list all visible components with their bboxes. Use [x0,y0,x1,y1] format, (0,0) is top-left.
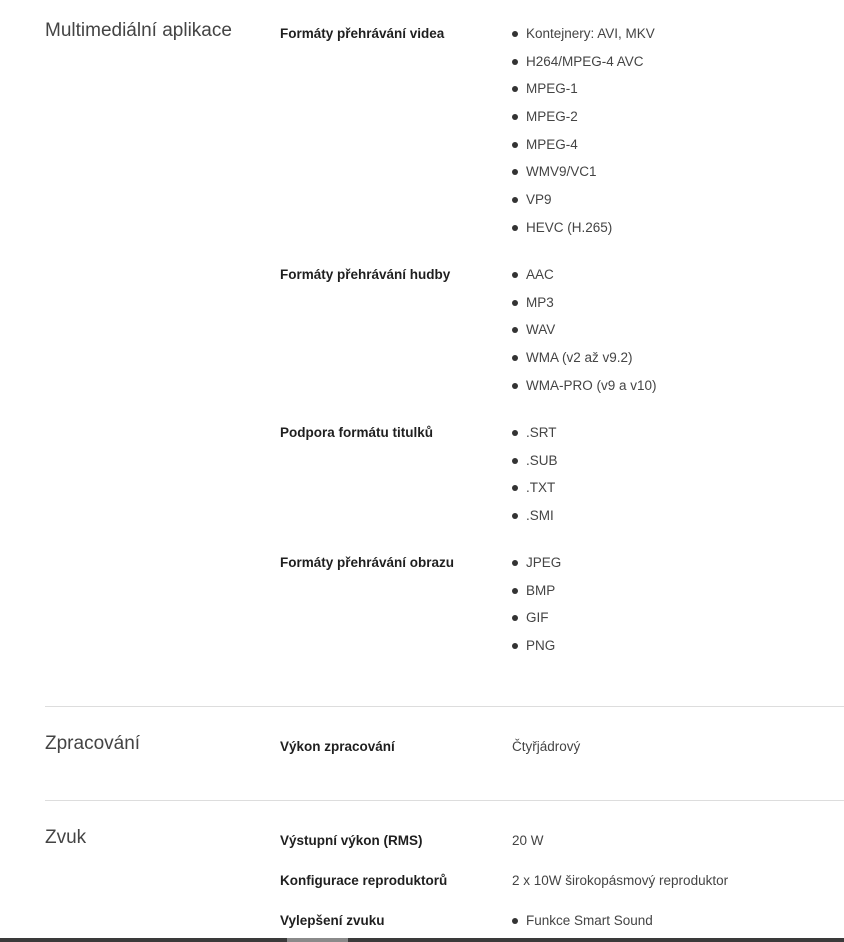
list-item: MPEG-1 [512,80,655,108]
scrollbar-thumb[interactable] [287,938,348,942]
bullet-icon [512,31,518,37]
list-item: GIF [512,609,561,637]
sound-enhancement-list [512,912,653,940]
section-title-processing: Zpracování [45,733,141,754]
spec-label-image-formats: Formáty přehrávání obrazu [280,555,455,570]
list-item: Kontejnery: AVI, MKV [512,25,655,53]
bullet-icon [512,114,518,120]
spec-label-subtitle-formats: Podpora formátu titulků [280,425,433,440]
bullet-icon [512,643,518,649]
list-item: .SUB [512,452,558,480]
spec-value-output-power: 20 W [512,833,544,848]
section-divider [45,800,844,801]
list-item: PNG [512,637,561,665]
list-item: WMV9/VC1 [512,163,655,191]
bullet-icon [512,588,518,594]
spec-label-speaker-config: Konfigurace reproduktorů [280,873,448,888]
bullet-icon [512,560,518,566]
list-item: .SMI [512,507,558,535]
bullet-icon [512,142,518,148]
music-formats-list [512,266,657,404]
bullet-icon [512,169,518,175]
bullet-icon [512,355,518,361]
bullet-icon [512,59,518,65]
list-item: .TXT [512,479,558,507]
spec-label-video-formats: Formáty přehrávání videa [280,26,445,41]
list-item: WMA-PRO (v9 a v10) [512,377,657,405]
bullet-icon [512,225,518,231]
list-item: MPEG-2 [512,108,655,136]
section-title-sound: Zvuk [45,827,87,848]
spec-label-output-power: Výstupní výkon (RMS) [280,833,423,848]
bullet-icon [512,615,518,621]
list-item: HEVC (H.265) [512,219,655,247]
list-item: MPEG-4 [512,136,655,164]
list-item: WMA (v2 až v9.2) [512,349,657,377]
spec-value-speaker-config: 2 x 10W širokopásmový reproduktor [512,873,729,888]
bullet-icon [512,485,518,491]
spec-label-processing-power: Výkon zpracování [280,739,395,754]
subtitle-formats-list [512,424,558,535]
bullet-icon [512,327,518,333]
section-divider [45,706,844,707]
image-formats-list [512,554,561,665]
list-item: VP9 [512,191,655,219]
bullet-icon [512,197,518,203]
bullet-icon [512,918,518,924]
bullet-icon [512,86,518,92]
bullet-icon [512,458,518,464]
list-item: .SRT [512,424,558,452]
video-formats-list [512,25,655,247]
spec-value-processing-power: Čtyřjádrový [512,739,581,754]
list-item: MP3 [512,294,657,322]
bullet-icon [512,383,518,389]
section-title-multimedia: Multimediální aplikace [45,20,232,41]
horizontal-scrollbar[interactable] [0,938,844,942]
bullet-icon [512,300,518,306]
list-item: Funkce Smart Sound [512,912,653,940]
list-item: JPEG [512,554,561,582]
bullet-icon [512,513,518,519]
spec-label-music-formats: Formáty přehrávání hudby [280,267,451,282]
bullet-icon [512,430,518,436]
spec-label-sound-enhancement: Vylepšení zvuku [280,913,385,928]
list-item: AAC [512,266,657,294]
bullet-icon [512,272,518,278]
list-item: WAV [512,321,657,349]
list-item: H264/MPEG-4 AVC [512,53,655,81]
list-item: BMP [512,582,561,610]
